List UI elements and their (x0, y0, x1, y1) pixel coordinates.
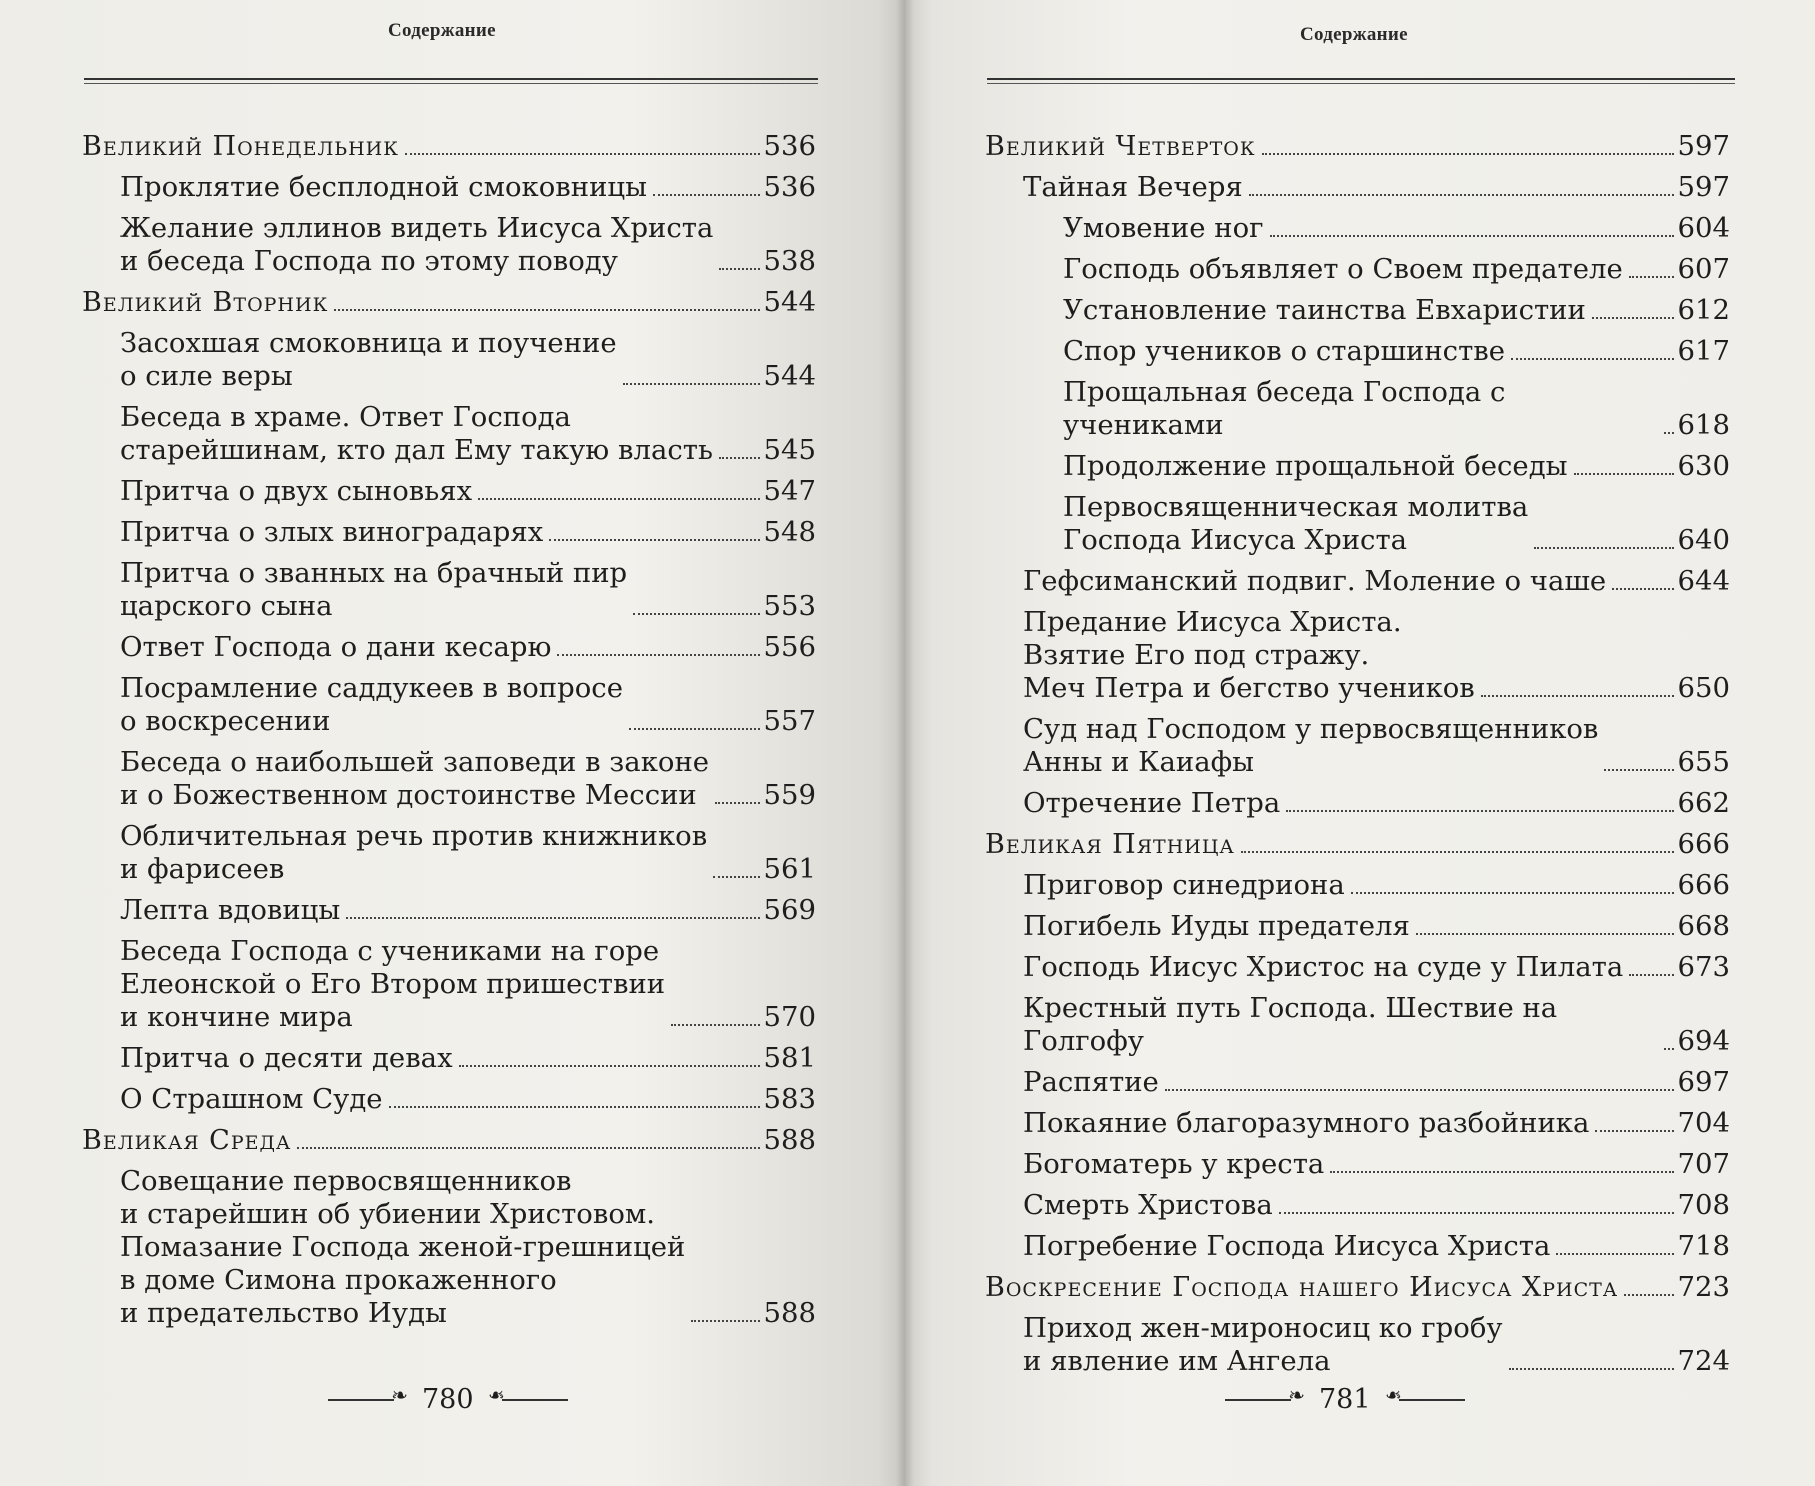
gutter-shadow (896, 0, 914, 1486)
entry-page-number: 666 (1677, 869, 1730, 901)
entry-title: Крестный путь Господа. Шествие на Голгофу (1023, 992, 1558, 1057)
dot-leader (334, 309, 759, 311)
toc-entry (82, 212, 816, 278)
dot-leader (1664, 1048, 1674, 1050)
entry-page-number: 604 (1677, 212, 1730, 244)
entry-title: Приговор синедриона (1023, 869, 1345, 901)
right-page (905, 0, 1815, 1486)
dot-leader (1509, 1368, 1674, 1370)
page-number: 781 (1319, 1384, 1371, 1415)
dot-leader (623, 383, 760, 385)
dot-leader (1629, 276, 1674, 278)
running-head: Содержание (1300, 24, 1408, 45)
entry-title: Беседа в храме. Ответ Господа старейшинам, кто дал Ему такую власть (120, 401, 713, 466)
toc-section (985, 130, 1730, 163)
entry-page-number: 668 (1677, 910, 1730, 942)
entry-page-number: 662 (1677, 787, 1730, 819)
entry-title: Прощальная беседа Господа с учениками (1063, 376, 1506, 441)
dot-leader (549, 539, 759, 541)
toc-entry (985, 253, 1730, 286)
toc-entry (985, 565, 1730, 598)
entry-page-number: 536 (763, 171, 816, 203)
entry-title: Отречение Петра (1023, 787, 1281, 819)
dot-leader (1165, 1089, 1674, 1091)
ornament-right-icon (1389, 1393, 1465, 1407)
entry-page-number: 708 (1677, 1189, 1730, 1221)
entry-page-number: 694 (1677, 1025, 1730, 1057)
entry-title: Обличительная речь против книжников и фарисеев (120, 820, 708, 885)
entry-page-number: 630 (1677, 450, 1730, 482)
toc-entry (82, 935, 816, 1034)
dot-leader (1556, 1253, 1673, 1255)
toc-entry (985, 1230, 1730, 1263)
toc-entry (82, 1165, 816, 1330)
entry-title: Великий Четверток (985, 131, 1256, 162)
entry-title: О Страшном Суде (120, 1083, 383, 1115)
dot-leader (1351, 892, 1674, 894)
toc-entry (82, 557, 816, 623)
toc-entry (985, 335, 1730, 368)
dot-leader (671, 1024, 759, 1026)
entry-title: Покаяние благоразумного разбойника (1023, 1107, 1590, 1139)
entry-page-number: 538 (763, 245, 816, 277)
entry-page-number: 588 (763, 1297, 816, 1329)
entry-title: Тайная Вечеря (1023, 171, 1243, 203)
entry-title: Проклятие бесплодной смоковницы (120, 171, 647, 203)
entry-title: Великий Вторник (82, 287, 329, 318)
entry-title: Предание Иисуса Христа. Взятие Его под стражу. Меч Петра и бегство учеников (1023, 606, 1475, 704)
entry-page-number: 650 (1677, 672, 1730, 704)
toc-entry (82, 1042, 816, 1075)
entry-page-number: 597 (1677, 130, 1730, 162)
toc-list (985, 124, 1730, 1386)
entry-page-number: 544 (763, 286, 816, 318)
entry-page-number: 644 (1677, 565, 1730, 597)
entry-title: Беседа о наибольшей заповеди в законе и о Божественном достоинстве Мессии (120, 746, 710, 811)
dot-leader (557, 654, 759, 656)
toc-entry (985, 1107, 1730, 1140)
entry-title: Беседа Господа с учениками на горе Елеонской о Его Втором пришествии и кончине мира (120, 935, 666, 1033)
entry-title: Умовение ног (1063, 212, 1264, 244)
toc-entry (985, 713, 1730, 779)
dot-leader (1534, 547, 1673, 549)
dot-leader (653, 194, 760, 196)
entry-page-number: 612 (1677, 294, 1730, 326)
entry-title: Богоматерь у креста (1023, 1148, 1325, 1180)
entry-page-number: 569 (763, 894, 816, 926)
dot-leader (1629, 974, 1673, 976)
page-number: 780 (422, 1384, 474, 1415)
toc-entry (985, 951, 1730, 984)
dot-leader (715, 802, 759, 804)
entry-title: Господь объявляет о Своем предателе (1063, 253, 1623, 285)
toc-entry (82, 475, 816, 508)
entry-page-number: 588 (763, 1124, 816, 1156)
dot-leader (459, 1065, 760, 1067)
entry-page-number: 707 (1677, 1148, 1730, 1180)
ornament-left-icon (1225, 1393, 1301, 1407)
entry-page-number: 553 (763, 590, 816, 622)
entry-title: Первосвященническая молитва Господа Иисуса Христа (1063, 491, 1529, 556)
entry-page-number: 618 (1677, 409, 1730, 441)
entry-page-number: 547 (763, 475, 816, 507)
entry-page-number: 640 (1677, 524, 1730, 556)
toc-entry (985, 1312, 1730, 1378)
entry-page-number: 607 (1677, 253, 1730, 285)
entry-title: Погребение Господа Иисуса Христа (1023, 1230, 1551, 1262)
dot-leader (1481, 695, 1674, 697)
entry-page-number: 597 (1677, 171, 1730, 203)
entry-page-number: 544 (763, 360, 816, 392)
toc-entry (82, 516, 816, 549)
entry-page-number: 704 (1677, 1107, 1730, 1139)
dot-leader (1262, 153, 1674, 155)
entry-page-number: 559 (763, 779, 816, 811)
entry-title: Суд над Господом у первосвященников Анны и Каиафы (1023, 713, 1599, 778)
dot-leader (691, 1320, 759, 1322)
entry-title: Великая Среда (82, 1125, 292, 1156)
toc-entry (985, 450, 1730, 483)
toc-entry (82, 672, 816, 738)
entry-page-number: 655 (1677, 746, 1730, 778)
entry-title: Притча о злых виноградарях (120, 516, 544, 548)
dot-leader (719, 457, 760, 459)
toc-entry (985, 869, 1730, 902)
dot-leader (1416, 933, 1674, 935)
entry-title: Смерть Христова (1023, 1189, 1273, 1221)
toc-entry (82, 746, 816, 812)
entry-title: Притча о десяти девах (120, 1042, 453, 1074)
entry-page-number: 556 (763, 631, 816, 663)
ornament-right-icon (492, 1393, 568, 1407)
dot-leader (1624, 1294, 1673, 1296)
entry-title: Продолжение прощальной беседы (1063, 450, 1568, 482)
toc-entry (985, 787, 1730, 820)
entry-page-number: 724 (1677, 1345, 1730, 1377)
toc-section (82, 286, 816, 319)
toc-section (985, 828, 1730, 861)
dot-leader (1270, 235, 1674, 237)
running-head: Содержание (388, 20, 496, 41)
toc-entry (985, 910, 1730, 943)
entry-page-number: 697 (1677, 1066, 1730, 1098)
dot-leader (405, 153, 760, 155)
toc-entry (985, 294, 1730, 327)
entry-title: Ответ Господа о дани кесарю (120, 631, 552, 663)
entry-page-number: 557 (763, 705, 816, 737)
toc-list (82, 124, 816, 1338)
entry-title: Погибель Иуды предателя (1023, 910, 1410, 942)
dot-leader (1249, 194, 1674, 196)
dot-leader (346, 917, 759, 919)
entry-title: Великий Понедельник (82, 131, 399, 162)
dot-leader (1279, 1212, 1674, 1214)
toc-entry (985, 1066, 1730, 1099)
dot-leader (1604, 769, 1673, 771)
entry-page-number: 583 (763, 1083, 816, 1115)
entry-title: Приход жен-мироносиц ко гробу и явление им Ангела (1023, 1312, 1503, 1377)
entry-title: Лепта вдовицы (120, 894, 341, 926)
entry-title: Совещание первосвященников и старейшин об убиении Христовом. Помазание Господа женой-грешницей в доме Симона прокаженного и предательство Иуды (120, 1165, 686, 1329)
dot-leader (1664, 432, 1674, 434)
toc-entry (985, 606, 1730, 705)
entry-page-number: 548 (763, 516, 816, 548)
entry-page-number: 673 (1677, 951, 1730, 983)
toc-entry (985, 212, 1730, 245)
toc-section (82, 1124, 816, 1157)
entry-title: Притча о званных на брачный пир царского сына (120, 557, 628, 622)
dot-leader (1241, 851, 1674, 853)
dot-leader (1286, 810, 1673, 812)
dot-leader (478, 498, 759, 500)
dot-leader (297, 1147, 759, 1149)
toc-entry (985, 376, 1730, 442)
entry-title: Посрамление саддукеев в вопросе о воскресении (120, 672, 623, 737)
header-rule (987, 78, 1735, 84)
dot-leader (1592, 317, 1674, 319)
dot-leader (633, 613, 759, 615)
toc-section (985, 1271, 1730, 1304)
dot-leader (719, 268, 759, 270)
left-page (0, 0, 905, 1486)
entry-title: Господь Иисус Христос на суде у Пилата (1023, 951, 1624, 983)
toc-entry (985, 992, 1730, 1058)
toc-entry (82, 401, 816, 467)
folio (328, 1384, 568, 1415)
entry-page-number: 570 (763, 1001, 816, 1033)
entry-page-number: 561 (763, 853, 816, 885)
entry-title: Засохшая смоковница и поучение о силе веры (120, 327, 617, 392)
toc-entry (82, 327, 816, 393)
header-rule (84, 78, 818, 84)
toc-entry (985, 491, 1730, 557)
dot-leader (1574, 473, 1674, 475)
entry-page-number: 718 (1677, 1230, 1730, 1262)
entry-title: Воскресение Господа нашего Иисуса Христа (985, 1272, 1619, 1303)
entry-page-number: 536 (763, 130, 816, 162)
entry-page-number: 666 (1677, 828, 1730, 860)
entry-title: Спор учеников о старшинстве (1063, 335, 1506, 367)
entry-title: Распятие (1023, 1066, 1159, 1098)
dot-leader (1595, 1130, 1673, 1132)
toc-entry (985, 171, 1730, 204)
entry-page-number: 723 (1677, 1271, 1730, 1303)
toc-entry (985, 1189, 1730, 1222)
ornament-left-icon (328, 1393, 404, 1407)
toc-entry (82, 1083, 816, 1116)
entry-page-number: 581 (763, 1042, 816, 1074)
entry-title: Гефсиманский подвиг. Моление о чаше (1023, 565, 1607, 597)
entry-title: Великая Пятница (985, 829, 1235, 860)
dot-leader (1612, 588, 1673, 590)
toc-section (82, 130, 816, 163)
toc-entry (82, 820, 816, 886)
folio (1225, 1384, 1465, 1415)
entry-page-number: 545 (763, 434, 816, 466)
dot-leader (1330, 1171, 1673, 1173)
entry-title: Притча о двух сыновьях (120, 475, 473, 507)
entry-title: Установление таинства Евхаристии (1063, 294, 1586, 326)
toc-entry (82, 894, 816, 927)
toc-entry (985, 1148, 1730, 1181)
dot-leader (713, 876, 759, 878)
toc-entry (82, 171, 816, 204)
dot-leader (1511, 358, 1673, 360)
dot-leader (629, 728, 760, 730)
entry-title: Желание эллинов видеть Иисуса Христа и беседа Господа по этому поводу (120, 212, 714, 277)
entry-page-number: 617 (1677, 335, 1730, 367)
dot-leader (389, 1106, 760, 1108)
toc-entry (82, 631, 816, 664)
